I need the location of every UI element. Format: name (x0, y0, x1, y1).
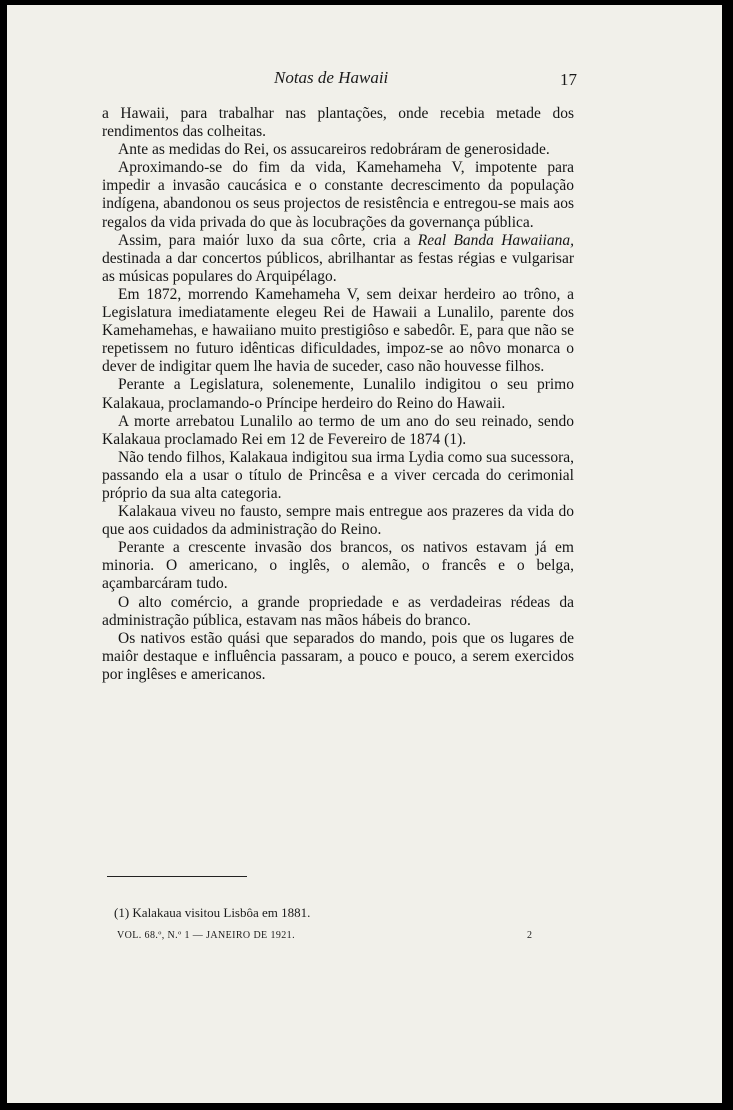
text-run: Assim, para maiór luxo da sua côrte, cria a (118, 231, 418, 249)
italic-text: Real Banda Hawaiiana, (417, 231, 574, 249)
book-page (7, 5, 722, 1103)
text-run: Os nativos estão quási que separados do mando, pois que os lugares de maiôr destaque e influência passaram, a pouco e pouco, a serem exercidos por inglêses e americanos. (102, 629, 574, 683)
paragraph (102, 159, 574, 231)
paragraph (102, 105, 574, 141)
body-text (102, 105, 574, 684)
text-run: Perante a crescente invasão dos brancos, os nativos estavam já em minoria. O americano, o inglês, o alemão, o francês e o belga, açambarcáram tudo. (102, 539, 574, 593)
text-run: destinada a dar concertos públicos, abrilhantar as festas régias e vulgarisar as músicas populares do Arquipélago. (102, 249, 574, 285)
text-run: a Hawaii, para trabalhar nas plantações, onde recebia metade dos rendimentos das colheitas. (102, 105, 574, 141)
running-title: Notas de Hawaii (274, 68, 389, 87)
paragraph (102, 141, 574, 159)
text-run: Kalakaua viveu no fausto, sempre mais entregue aos prazeres da vida do que aos cuidados da administração do Reino. (102, 503, 574, 539)
paragraph (102, 286, 574, 376)
volume-line: VOL. 68.º, N.º 1 — JANEIRO DE 1921. (117, 930, 295, 941)
paragraph (102, 376, 574, 412)
paragraph (102, 630, 574, 684)
text-run: A morte arrebatou Lunalilo ao termo de um ano do seu reinado, sendo Kalakaua proclamado Rei em 12 de Fevereiro de 1874 (1). (102, 412, 574, 448)
paragraph (102, 539, 574, 593)
footnote: (1) Kalakaua visitou Lisbôa em 1881. (114, 905, 311, 920)
text-run: O alto comércio, a grande propriedade e as verdadeiras rédeas da administração pública, estavam nas mãos hábeis do branco. (102, 593, 574, 629)
paragraph (102, 232, 574, 286)
paragraph (102, 503, 574, 539)
page-header (7, 68, 722, 94)
text-run: Perante a Legislatura, solenemente, Lunalilo indigitou o seu primo Kalakaua, proclamando-o Príncipe herdeiro do Reino do Hawaii. (102, 376, 574, 412)
footnote-rule (107, 876, 247, 877)
text-run: Não tendo filhos, Kalakaua indigitou sua irma Lydia como sua sucessora, passando ela a usar o título de Princêsa e a viver cercada do cerimonial próprio da sua alta categoria. (102, 448, 574, 502)
text-run: Aproximando-se do fim da vida, Kamehameha V, impotente para impedir a invasão caucásica e o constante decrescimento da população indígena, abandonou os seus projectos de resistência e entregou-se mais aos regalos da vida privada do que às locubrações da governança pública. (102, 159, 574, 231)
paragraph (102, 449, 574, 503)
paragraph (102, 594, 574, 630)
page-number: 17 (560, 70, 577, 89)
text-run: Ante as medidas do Rei, os assucareiros redobráram de generosidade. (118, 141, 550, 159)
signature-mark: 2 (527, 930, 532, 941)
paragraph (102, 413, 574, 449)
text-run: Em 1872, morrendo Kamehameha V, sem deixar herdeiro ao trôno, a Legislatura imediatamente elegeu Rei de Hawaii a Lunalilo, parente dos Kamehamehas, e hawaiiano muito prestigiôso e sabedôr. E, para que não se repetissem no futuro idênticas dificuldades, impoz-se ao nôvo monarca o dever de indigitar quem lhe havia de suceder, caso não houvesse filhos. (102, 285, 574, 376)
